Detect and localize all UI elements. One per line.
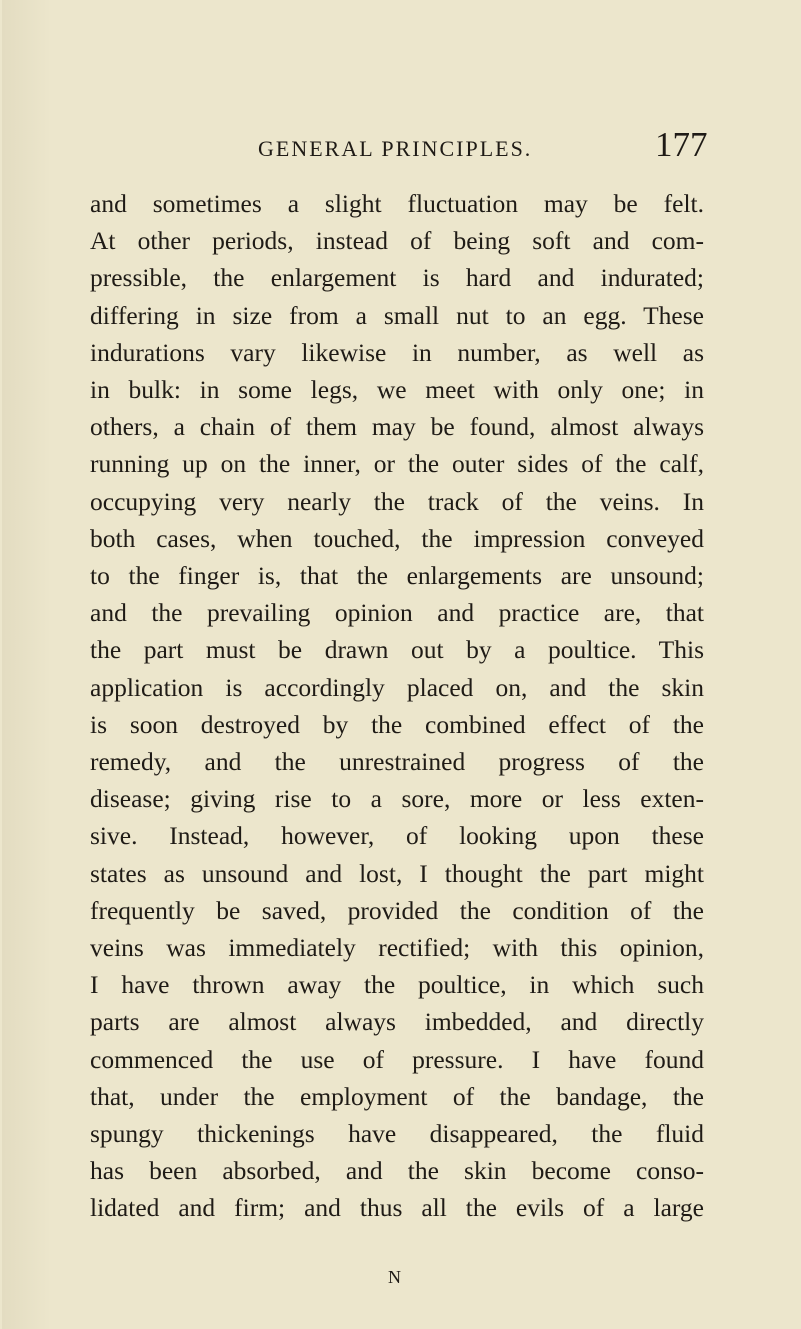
text-line: to the finger is, that the enlargements are unsound; (90, 561, 704, 591)
text-line: occupying very nearly the track of the veins. In (90, 486, 704, 516)
text-line: and the prevailing opinion and practice are, that (90, 598, 704, 628)
text-line: has been absorbed, and the skin become conso- (90, 1156, 704, 1186)
body-text (90, 185, 704, 1227)
text-line: commenced the use of pressure. I have found (90, 1044, 704, 1074)
text-line: that, under the employment of the bandage, the (90, 1081, 704, 1111)
text-line: I have thrown away the poultice, in which such (90, 970, 704, 1000)
signature-mark: N (388, 1267, 401, 1287)
text-line: disease; giving rise to a sore, more or less exten- (90, 784, 704, 814)
text-line: frequently be saved, provided the condition of the (90, 895, 704, 925)
text-line: indurations vary likewise in number, as well as (90, 337, 704, 367)
text-line: remedy, and the unrestrained progress of the (90, 747, 704, 777)
text-line: both cases, when touched, the impression conveyed (90, 523, 704, 553)
text-line: the part must be drawn out by a poultice. This (90, 635, 704, 665)
text-line: sive. Instead, however, of looking upon these (90, 821, 704, 851)
text-line: At other periods, instead of being soft and com- (90, 226, 704, 256)
text-line: is soon destroyed by the combined effect of the (90, 709, 704, 739)
page-number: 177 (655, 125, 708, 164)
text-line: spungy thickenings have disappeared, the fluid (90, 1119, 704, 1149)
text-line: parts are almost always imbedded, and directly (90, 1007, 704, 1037)
text-line: differing in size from a small nut to an egg. These (90, 300, 704, 330)
text-line: running up on the inner, or the outer sides of the calf, (90, 449, 704, 479)
text-line: in bulk: in some legs, we meet with only one; in (90, 375, 704, 405)
page-shadow (2, 0, 52, 1329)
text-line: veins was immediately rectified; with this opinion, (90, 933, 704, 963)
text-line: and sometimes a slight fluctuation may be felt. (90, 189, 704, 218)
running-head (0, 127, 801, 187)
text-line: pressible, the enlargement is hard and indurated; (90, 263, 704, 293)
text-line: application is accordingly placed on, and the skin (90, 672, 704, 702)
text-line: others, a chain of them may be found, almost always (90, 412, 704, 442)
text-line: states as unsound and lost, I thought the part might (90, 858, 704, 888)
running-title: GENERAL PRINCIPLES. (258, 136, 533, 161)
text-line: lidated and firm; and thus all the evils of a large (90, 1193, 704, 1223)
